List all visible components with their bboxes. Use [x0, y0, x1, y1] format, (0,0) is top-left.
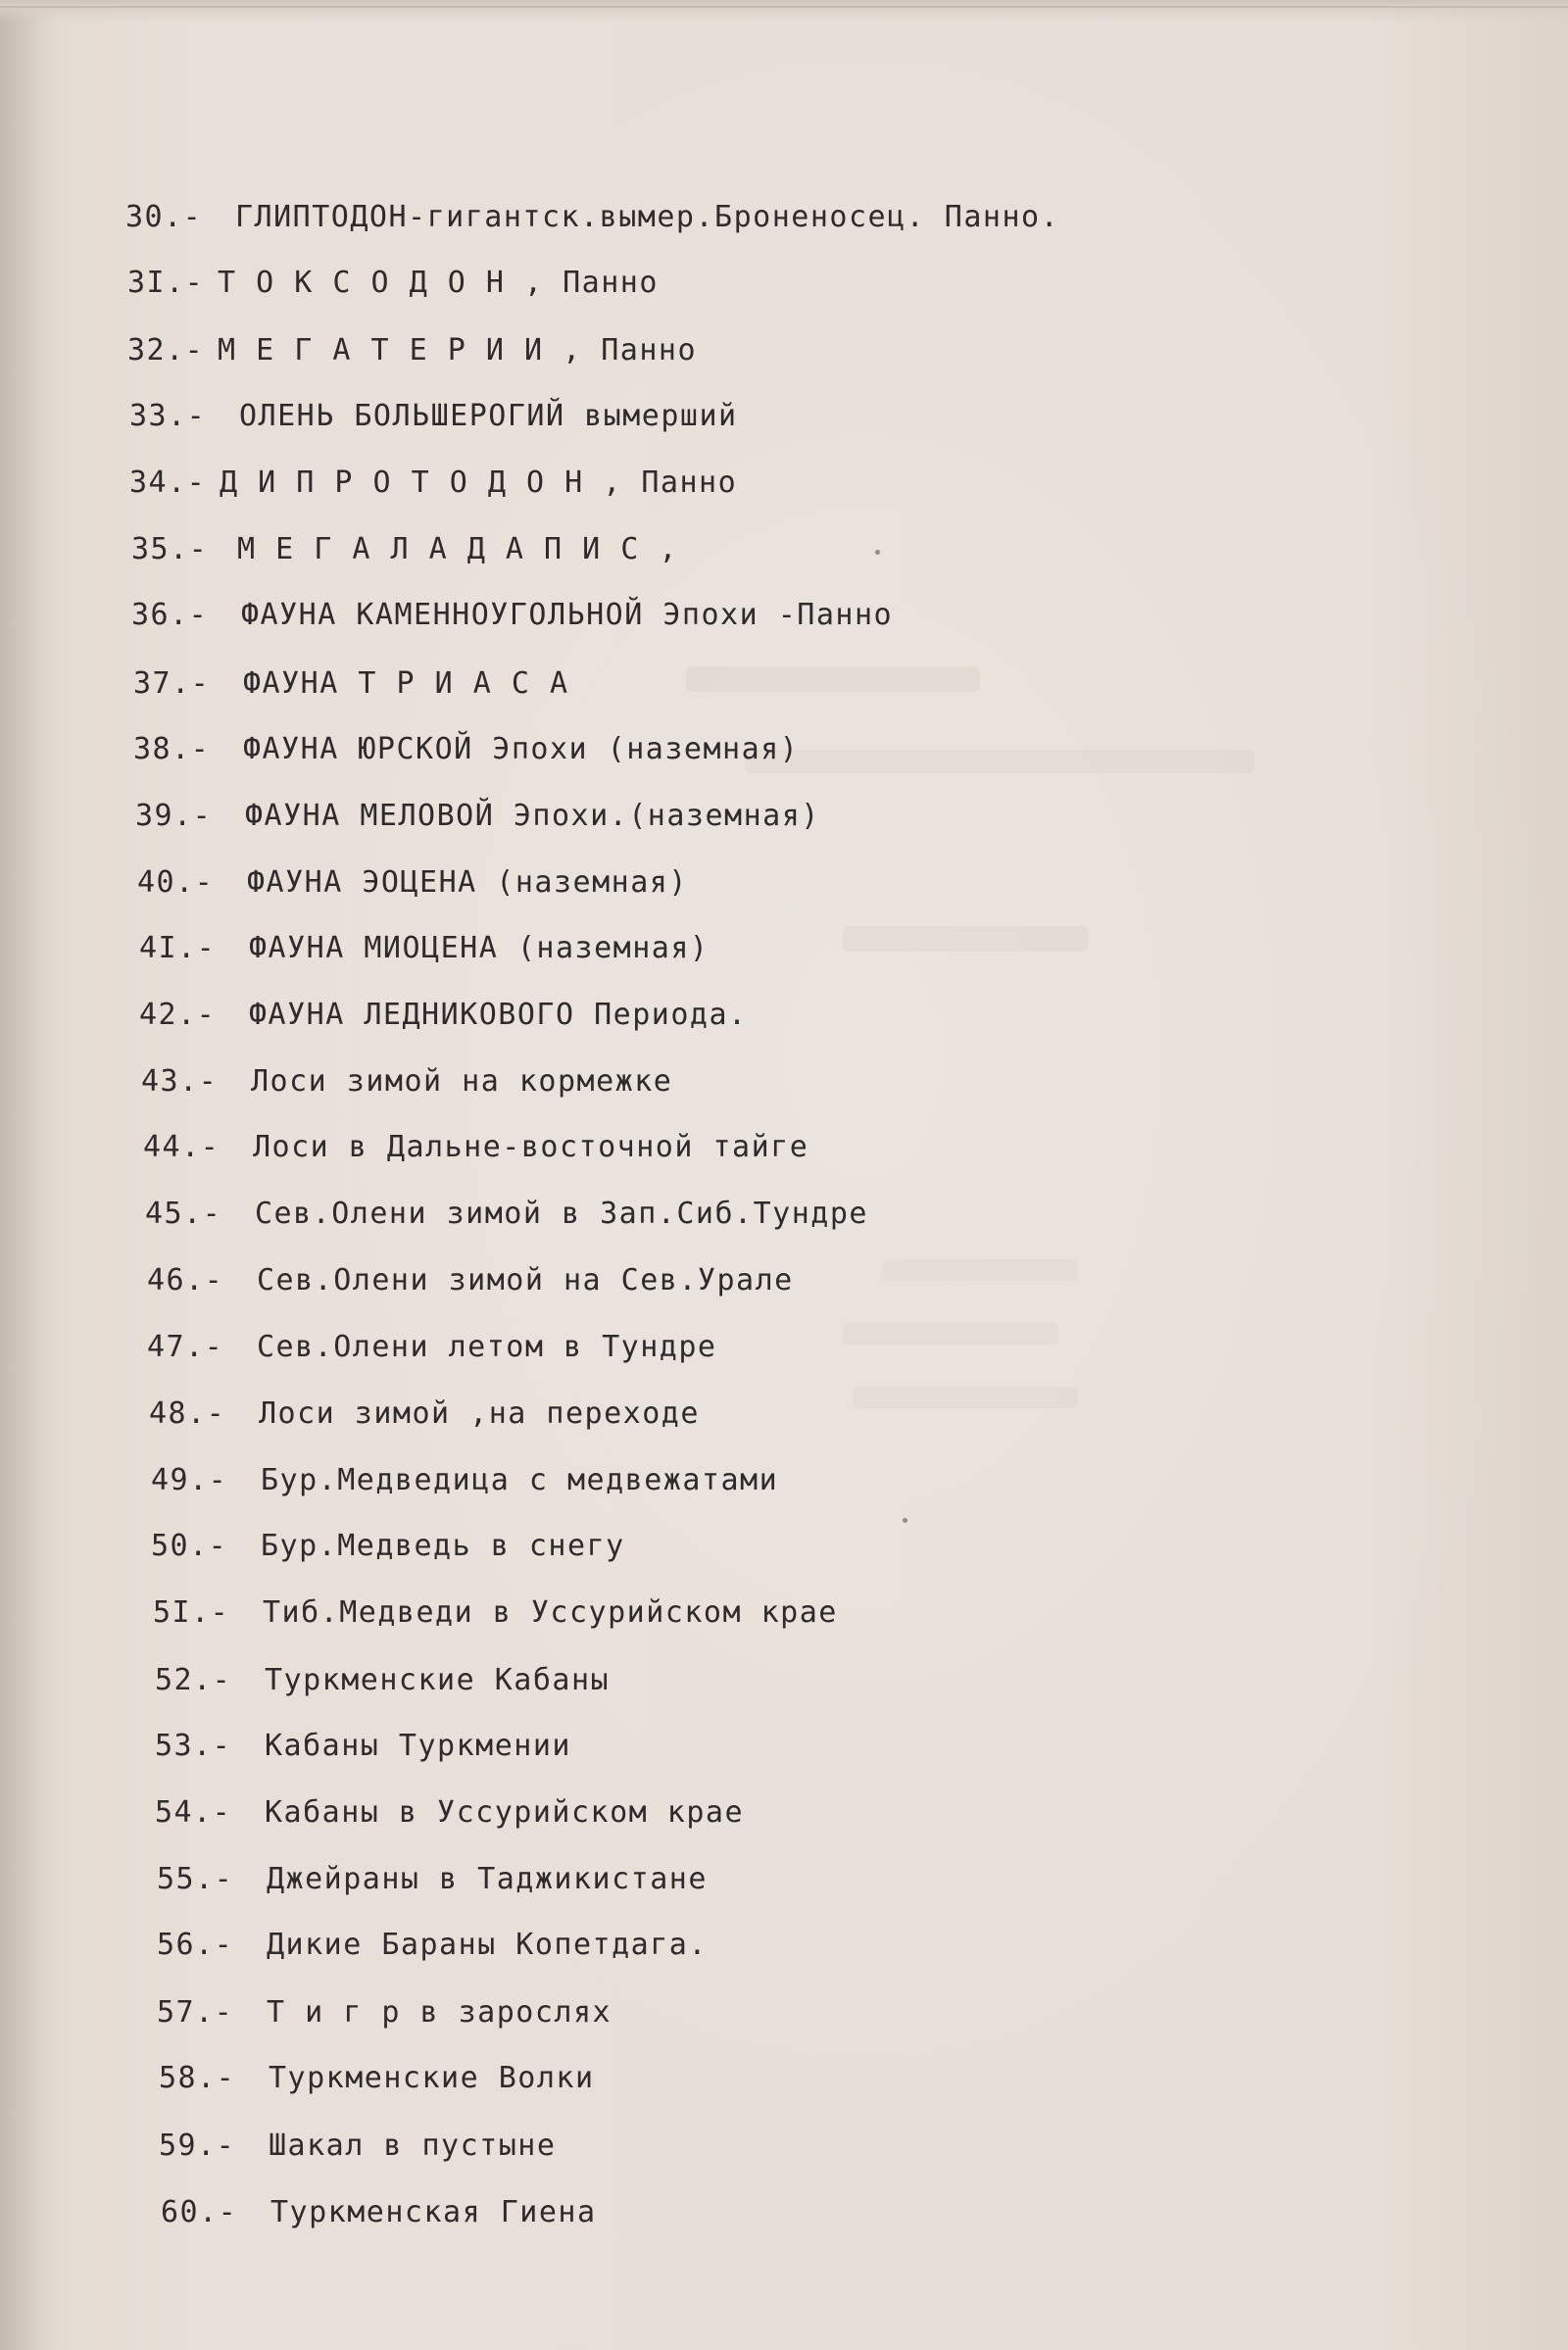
item-number: 57.- [157, 1995, 234, 2030]
item-text: ФАУНА Т Р И А С А [243, 666, 569, 701]
item-text: Т и г р в зарослях [267, 1995, 612, 2030]
item-text: Лоси зимой ,на переходе [259, 1396, 700, 1431]
list-item [131, 598, 894, 632]
list-item [149, 1396, 700, 1431]
item-text: Шакал в пустыне [269, 2129, 557, 2163]
item-number: 60.- [161, 2195, 238, 2229]
item-number: 47.- [147, 1330, 224, 1364]
item-number: 35.- [131, 532, 209, 566]
item-text: М Е Г А Т Е Р И И , Панно [218, 333, 698, 367]
list-item [127, 266, 659, 300]
item-number: 54.- [155, 1795, 232, 1830]
item-number: 3I.- [127, 266, 205, 300]
list-item [155, 1795, 745, 1830]
item-number: 38.- [133, 732, 211, 766]
list-item [143, 1130, 809, 1164]
list-item [159, 2061, 595, 2095]
list-item [147, 1330, 717, 1364]
list-item [153, 1595, 838, 1630]
list-item [145, 1199, 868, 1229]
list-item [129, 399, 738, 433]
item-number: 49.- [151, 1463, 228, 1497]
item-number: 39.- [135, 799, 213, 833]
item-number: 59.- [159, 2129, 236, 2163]
list-item [139, 931, 710, 965]
item-text: Сев.Олени летом в Тундре [257, 1330, 717, 1364]
list-item [127, 333, 698, 367]
item-number: 33.- [129, 399, 207, 433]
list-item [151, 1463, 779, 1497]
list-item [161, 2195, 597, 2229]
item-text: Бур.Медведь в снегу [261, 1529, 625, 1563]
item-number: 56.- [157, 1928, 234, 1962]
list-item [141, 1064, 673, 1099]
item-number: 5I.- [153, 1595, 230, 1630]
item-number: 53.- [155, 1729, 232, 1763]
item-text: Дикие Бараны Копетдага. [267, 1928, 708, 1962]
item-number: 46.- [147, 1263, 224, 1297]
item-text: М Е Г А Л А Д А П И С , [237, 532, 678, 566]
list-item [151, 1529, 625, 1563]
item-text: Бур.Медведица с медвежатами [261, 1463, 779, 1497]
list-item [133, 666, 569, 701]
item-text: Т О К С О Д О Н , Панно [218, 266, 659, 300]
list-item [139, 998, 748, 1032]
item-number: 36.- [131, 598, 209, 632]
list-item [131, 532, 678, 566]
item-number: 52.- [155, 1663, 232, 1697]
list-item [147, 1263, 794, 1297]
list-item [135, 799, 820, 833]
list-item [157, 1995, 612, 2030]
item-number: 45.- [145, 1197, 222, 1231]
item-number: 34.- [129, 465, 207, 500]
list-item [137, 865, 688, 900]
item-text: Сев.Олени зимой на Сев.Урале [257, 1263, 794, 1297]
list-item [129, 465, 738, 500]
item-number: 32.- [127, 333, 205, 367]
item-text: ФАУНА МИОЦЕНА (наземная) [249, 931, 710, 965]
item-text: ФАУНА ЭОЦЕНА (наземная) [247, 865, 688, 900]
list-item [157, 1862, 708, 1896]
item-number: 58.- [159, 2061, 236, 2095]
item-text: Кабаны Туркмении [265, 1729, 571, 1763]
item-number: 44.- [143, 1130, 220, 1164]
item-text: Джейраны в Таджикистане [267, 1862, 708, 1896]
item-text: Д И П Р О Т О Д О Н , Панно [220, 465, 738, 500]
item-text: ОЛЕНЬ БОЛЬШЕРОГИЙ вымерший [239, 399, 738, 433]
item-text: ГЛИПТОДОН-гигантск.вымер.Броненосец. Панно. [235, 200, 1060, 234]
item-text: Сев.Олени зимой в Зап.Сиб.Тундре [255, 1197, 868, 1231]
item-number: 42.- [139, 998, 217, 1032]
list-item [155, 1663, 611, 1697]
item-number: 43.- [141, 1064, 219, 1099]
item-number: 30.- [125, 200, 203, 234]
item-text: ФАУНА ЮРСКОЙ Эпохи (наземная) [243, 732, 800, 766]
item-text: Тиб.Медведи в Уссурийском крае [263, 1595, 838, 1630]
item-number: 50.- [151, 1529, 228, 1563]
item-number: 4I.- [139, 931, 217, 965]
item-text: Туркменские Кабаны [265, 1663, 611, 1697]
item-text: ФАУНА ЛЕДНИКОВОГО Периода. [249, 998, 748, 1032]
list-item [157, 1928, 708, 1962]
item-text: ФАУНА МЕЛОВОЙ Эпохи.(наземная) [245, 799, 820, 833]
list-item [133, 732, 800, 766]
item-number: 55.- [157, 1862, 234, 1896]
item-number: 48.- [149, 1396, 226, 1431]
item-text: Лоси в Дальне-восточной тайге [253, 1130, 809, 1164]
item-number: 40.- [137, 865, 215, 900]
list-item [125, 200, 1060, 234]
list-item [159, 2131, 556, 2161]
item-number: 37.- [133, 666, 211, 701]
item-text: ФАУНА КАМЕННОУГОЛЬНОЙ Эпохи -Панно [241, 598, 894, 632]
item-text: Лоси зимой на кормежке [251, 1064, 673, 1099]
item-text: Кабаны в Уссурийском крае [265, 1795, 745, 1830]
item-text: Туркменские Волки [269, 2061, 595, 2095]
item-text: Туркменская Гиена [270, 2195, 597, 2229]
list-item [155, 1729, 571, 1763]
